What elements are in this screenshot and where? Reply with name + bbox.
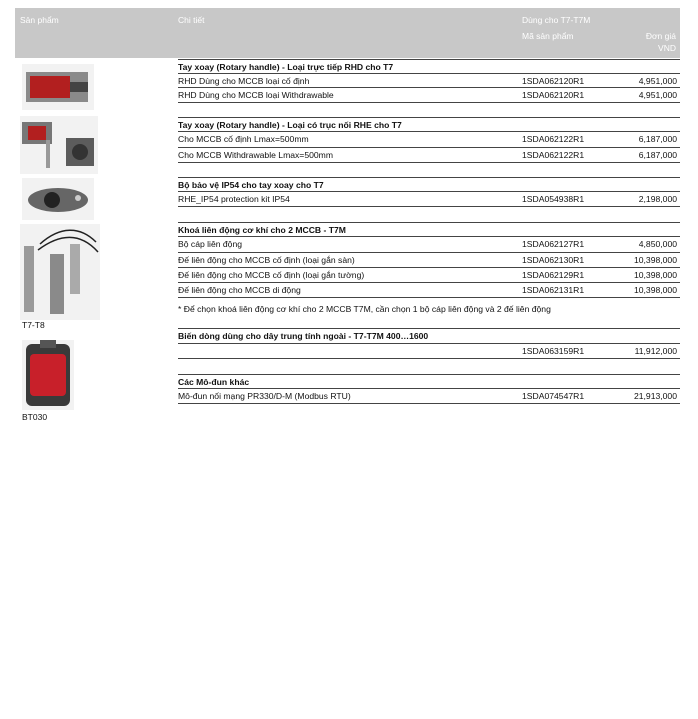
row-desc: Đế liên động cho MCCB cố định (loại gắn sàn) [178, 255, 355, 265]
table-row [178, 131, 680, 146]
image-label-t7-t8: T7-T8 [22, 320, 45, 330]
section-title: Tay xoay (Rotary handle) - Loại trực tiếp RHD cho T7 [178, 59, 680, 73]
header-product: Sản phẩm [20, 15, 59, 25]
table-row [178, 343, 680, 359]
table-row [178, 236, 680, 251]
row-price: 4,850,000 [638, 239, 677, 249]
row-code: 1SDA062122R1 [522, 150, 585, 160]
row-desc: Đế liên động cho MCCB di động [178, 285, 301, 295]
section-title: Tay xoay (Rotary handle) - Loại có trục nối RHE cho T7 [178, 117, 680, 131]
row-price: 2,198,000 [638, 194, 677, 204]
row-price: 6,187,000 [638, 134, 677, 144]
table-row [178, 388, 680, 404]
row-code: 1SDA054938R1 [522, 194, 585, 204]
section-title: Khoá liên động cơ khí cho 2 MCCB - T7M [178, 222, 680, 236]
table-row [178, 282, 680, 298]
row-desc: Cho MCCB cố định Lmax=500mm [178, 134, 309, 144]
table-row [178, 147, 680, 163]
table-header [15, 8, 680, 58]
header-unit: VND [658, 43, 676, 53]
row-price: 11,912,000 [634, 346, 677, 356]
row-desc: Cho MCCB Withdrawable Lmax=500mm [178, 150, 333, 160]
table-row [178, 252, 680, 267]
header-price: Đơn giá [645, 31, 676, 41]
row-code: 1SDA062120R1 [522, 90, 585, 100]
row-code: 1SDA062120R1 [522, 76, 585, 86]
row-price: 4,951,000 [638, 90, 677, 100]
row-price: 10,398,000 [633, 255, 677, 265]
table-row [178, 73, 680, 88]
row-code: 1SDA063159R1 [522, 346, 585, 356]
row-desc: Đế liên động cho MCCB cố định (loại gắn tường) [178, 270, 365, 280]
row-price: 21,913,000 [633, 391, 677, 401]
row-code: 1SDA062129R1 [522, 270, 585, 280]
row-desc: Mô-đun nối mạng PR330/D-M (Modbus RTU) [178, 391, 351, 401]
section-title: Biến dòng dùng cho dây trung tính ngoài - T7-T7M 400…1600 [178, 328, 680, 342]
section-title: Các Mô-đun khác [178, 374, 680, 388]
header-detail: Chi tiết [178, 15, 205, 25]
row-desc: RHE_IP54 protection kit IP54 [178, 194, 290, 204]
row-price: 4,951,000 [638, 76, 677, 86]
header-group: Dùng cho T7-T7M [522, 15, 591, 25]
row-code: 1SDA062122R1 [522, 134, 585, 144]
section-title: Bộ bảo vệ IP54 cho tay xoay cho T7 [178, 177, 680, 191]
current-transformer-image [22, 340, 74, 410]
row-price: 10,398,000 [633, 285, 677, 295]
row-desc: Bộ cáp liên động [178, 239, 243, 249]
row-code: 1SDA074547R1 [522, 391, 585, 401]
image-label-bt030: BT030 [22, 412, 48, 422]
table-row [178, 191, 680, 207]
rotary-handle-rhd-image [22, 64, 94, 110]
row-code: 1SDA062130R1 [522, 255, 585, 265]
row-desc: RHD Dùng cho MCCB loại Withdrawable [178, 90, 334, 100]
row-desc: RHD Dùng cho MCCB loại cố định [178, 76, 310, 86]
mechanical-interlock-image [20, 224, 100, 320]
ip54-protection-kit-image [22, 178, 94, 220]
table-row [178, 267, 680, 282]
header-code: Mã sản phẩm [522, 31, 574, 41]
table-row [178, 87, 680, 103]
row-price: 10,398,000 [633, 270, 677, 280]
row-price: 6,187,000 [638, 150, 677, 160]
row-code: 1SDA062131R1 [522, 285, 585, 295]
rotary-handle-rhe-image [20, 116, 98, 174]
row-code: 1SDA062127R1 [522, 239, 585, 249]
interlock-note: * Để chọn khoá liên động cơ khí cho 2 MCCB T7M, cần chọn 1 bộ cáp liên động và 2 đế liên động [178, 304, 551, 314]
